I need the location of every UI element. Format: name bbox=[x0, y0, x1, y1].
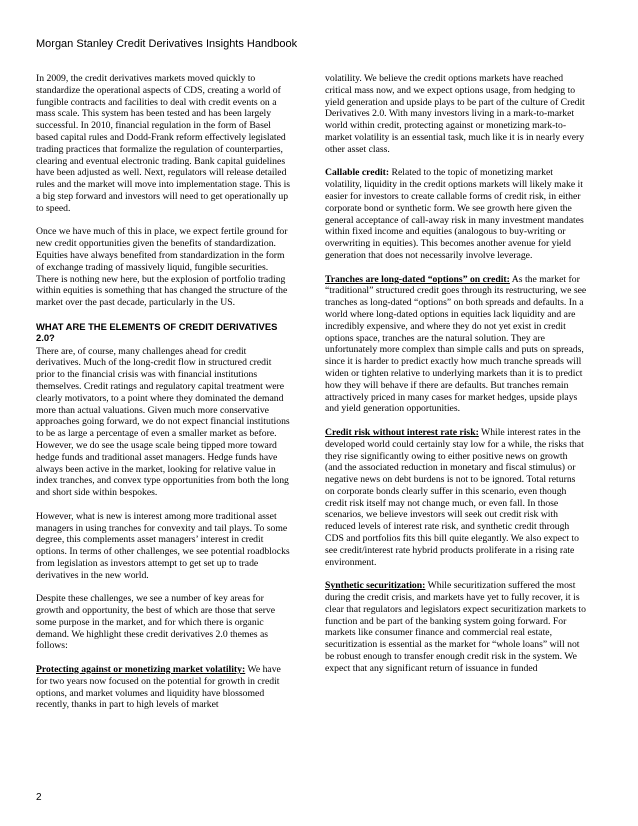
paragraph-traditional-asset-managers: However, what is new is interest among more traditional asset managers in using tranches for convexity and tail plays. To some degree, this complements asset managers’ interest in credit options. In terms of other challenges, we see potential roadblocks from legislation as investors attempt to get set up to trade derivatives in the new world. bbox=[36, 510, 290, 581]
theme-body-callable-credit: Related to the topic of monetizing market volatility, liquidity in the credit options markets will likely make it easier for investors to create callable forms of credit risk, in either corporate bond or synthetic form. We see growth here given the general acceptance of call-away risk in many investment mandates within fixed income and equities (analogous to buy-writing or overwriting in equities). This becomes another avenue for yield generation that does not necessarily involve leverage. bbox=[325, 167, 584, 261]
theme-lead-credit-risk: Credit risk without interest rate risk: bbox=[325, 426, 479, 438]
theme-body-volatility: We have for two years now focused on the potential for growth in credit options, and market volumes and liquidity have blossomed recently, thanks in part to high levels of market bbox=[36, 664, 281, 711]
paragraph-callable-credit bbox=[325, 167, 587, 261]
theme-lead-volatility: Protecting against or monetizing market volatility: bbox=[36, 664, 246, 676]
paragraph-tranches bbox=[325, 274, 587, 416]
paragraph-volatility-continued: volatility. We believe the credit options markets have reached critical mass now, and we expect options usage, from hedging to yield generation and upside plays to be part of the culture of Credit Derivatives 2.0. With many investors living in a mark-to-market world within credit, protecting against or monetizing mark-to-market volatility is an essential task, much like it is in nearly every other asset class. bbox=[325, 73, 585, 155]
paragraph-growth-themes: Despite these challenges, we see a number of key areas for growth and opportunity, the best of which are those that serve some purpose in the market, and for which there is organic demand. We highlight these credit derivatives 2.0 themes as follows: bbox=[36, 593, 276, 652]
paragraph-credit-risk-no-rates bbox=[325, 427, 587, 569]
running-header: Morgan Stanley Credit Derivatives Insights Handbook bbox=[36, 38, 298, 50]
right-column bbox=[325, 73, 587, 675]
paragraph-synthetic-securitization bbox=[325, 580, 587, 674]
page-number: 2 bbox=[36, 792, 42, 803]
section-heading: WHAT ARE THE ELEMENTS OF CREDIT DERIVATIVES 2.0? bbox=[36, 320, 278, 344]
theme-lead-callable-credit: Callable credit: bbox=[325, 167, 390, 179]
paragraph-market-volatility bbox=[36, 664, 292, 711]
theme-lead-tranches: Tranches are long-dated “options” on credit: bbox=[325, 273, 510, 285]
theme-lead-securitization: Synthetic securitization: bbox=[325, 580, 426, 592]
left-column bbox=[36, 73, 292, 711]
theme-body-credit-risk: While interest rates in the developed world could certainly stay low for a while, the risks that they rise significantly owing to either positive news on growth (and the associated reduction in monetary and fiscal stimulus) or negative news on debt burdens is not to be ignored. Total returns on corporate bonds clearly suffer in this scenario, even though credit risk itself may not change much, or even fall. In those scenarios, we believe investors will seek out credit risk with reduced levels of interest rate risk, and synthetic credit through CDS and portfolios fits this bill quite elegantly. We also expect to see credit/interest rate hybrid products proliferate in a rising rate environment. bbox=[325, 426, 584, 568]
paragraph-fertile-ground: Once we have much of this in place, we expect fertile ground for new credit opportunities given the benefits of standardization. Equities have always benefited from standardization in the form of exchange trading of massively liquid, fungible securities. There is nothing new here, but the explosion of portfolio trading within equities is something that has changed the structure of the market over the past decade, particularly in the US. bbox=[36, 226, 288, 309]
theme-body-tranches: As the market for “traditional” structured credit goes through its restructuring, we see tranches as long-dated “options” on both spreads and defaults. In a world where long-dated options in equities lack liquidity and are incredibly expensive, and where they do not yet exist in credit options space, tranches are the natural solution. They are unfortunately more complex than simple calls and puts on spreads, since it is harder to predict exactly how much tranche spreads will widen or tighten relative to underlying markets than it is to predict how they will behave if there are defaults. But tranches remain attractively priced in many cases for market hedges, upside plays and yield generation opportunities. bbox=[325, 273, 587, 415]
paragraph-standardization-2009: In 2009, the credit derivatives markets moved quickly to standardize the operational aspects of CDS, creating a world of fungible contracts and facilities to deal with credit events on a mass scale. This system has been tested and has been largely successful. In 2010, financial regulation in the form of Basel based capital rules and Dodd-Frank reform effectively legislated trading practices that formalize the regulation of counterparties, clearing and eventual electronic trading. Bank capital guidelines have been adjusted as well. Next, regulators will release detailed rules and the market will move into implementation stage. This is a big step forward and investors will need to get operationally up to speed. bbox=[36, 73, 291, 214]
paragraph-challenges: There are, of course, many challenges ahead for credit derivatives. Much of the long-credit flow in structured credit prior to the financial crisis was with financial institutions themselves. Credit ratings and regulatory capital treatment were clearly motivators, to a point where they dominated the demand more than actual valuations. Given much more conservative approaches going forward, we do not expect financial institutions to be as large a percentage of even a smaller market as before. However, we do see the usage scale being tipped more toward hedge funds and traditional asset managers. Hedge funds have always been active in the market, looking for relative value in index tranches, and convex type opportunities from both the long and short side within bespokes. bbox=[36, 345, 290, 499]
theme-body-securitization: While securitization suffered the most during the credit crisis, and markets have yet to fully recover, it is clear that regulators and legislators expect securitization markets to function and be part of the banking system going forward. For markets like consumer finance and commercial real estate, securitization is essential as the market for “whole loans” will not be robust enough to transfer enough credit risk in the system. We expect that any significant return of issuance in funded bbox=[325, 580, 586, 674]
